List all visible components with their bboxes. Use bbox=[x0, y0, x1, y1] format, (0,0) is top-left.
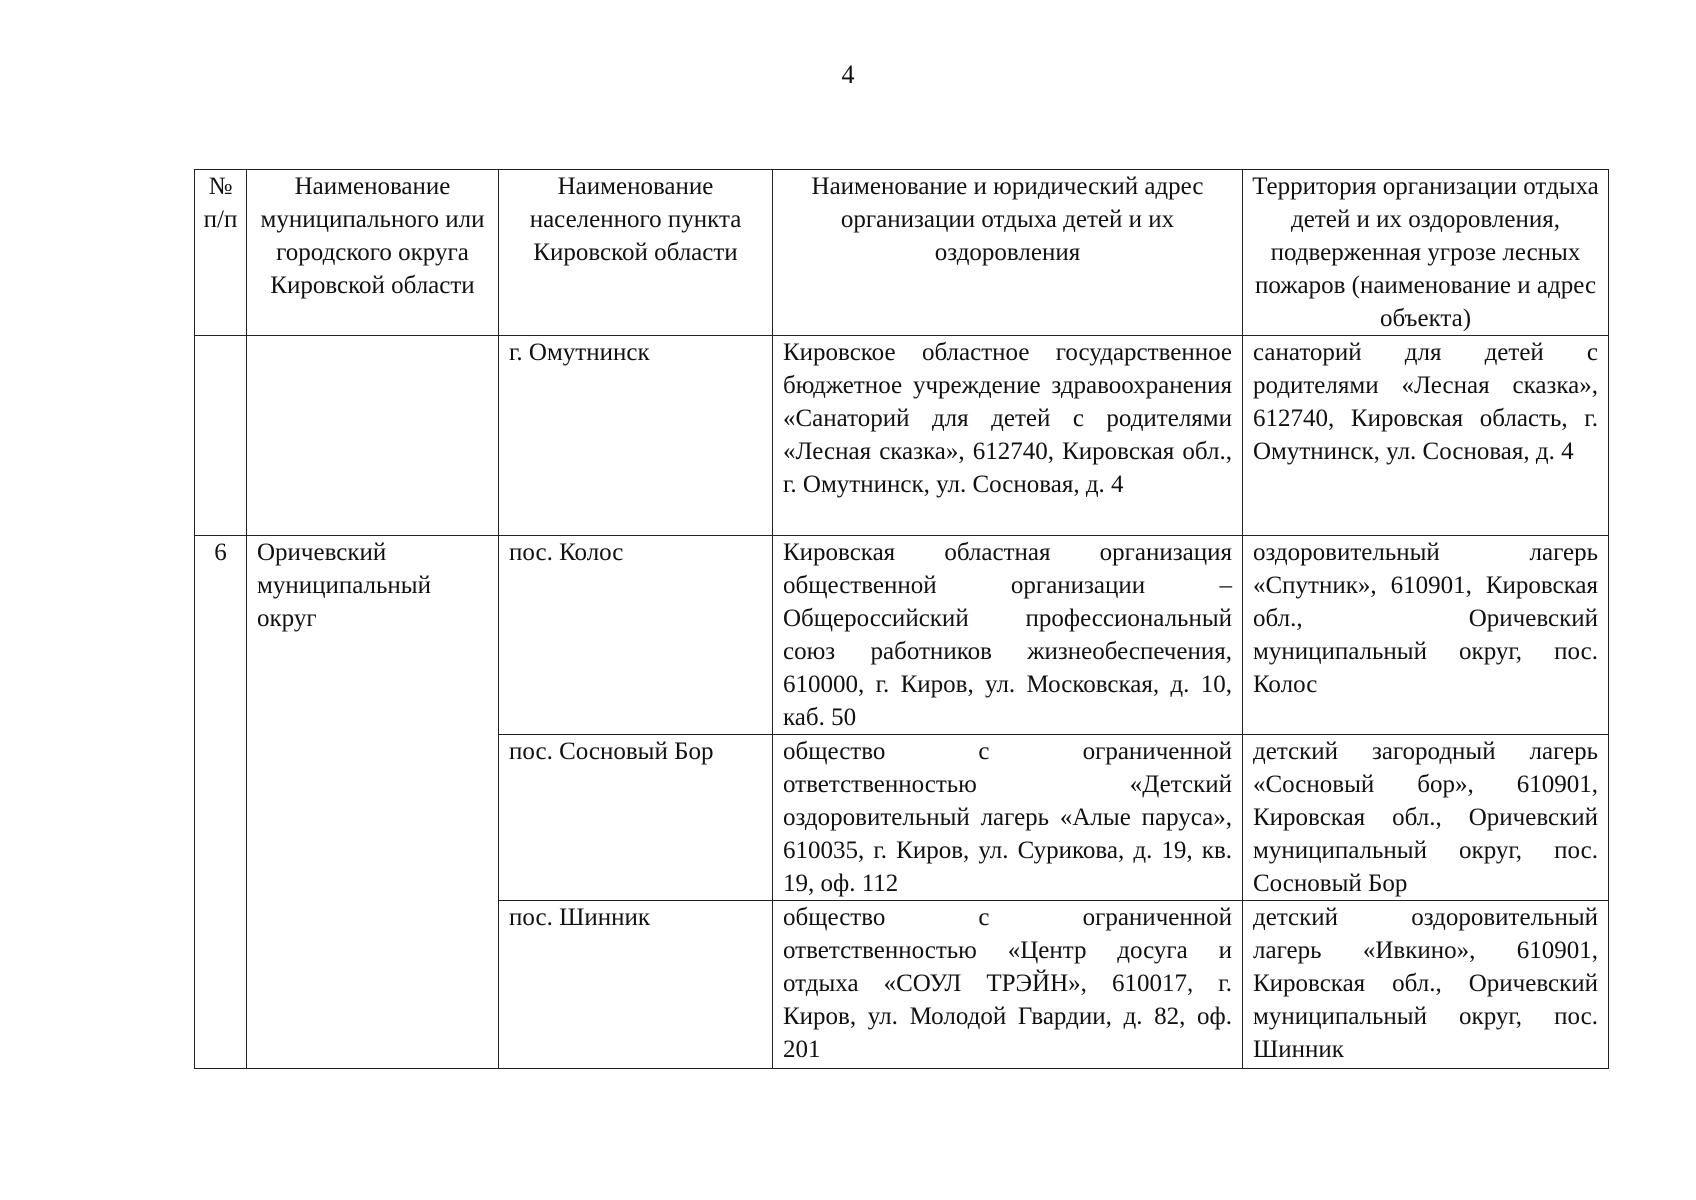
table-header-row bbox=[195, 170, 1609, 336]
row-settlement: пос. Сосновый Бор bbox=[499, 735, 773, 901]
row-territory: детский загородный лагерь «Сосновый бор», 610901, Кировская обл., Оричевский муниципальный округ, пос. Сосновый Бор bbox=[1243, 735, 1609, 901]
row-organization: общество с ограниченной ответственностью «Центр досуга и отдыха «СОУЛ ТРЭЙН», 610017, г. Киров, ул. Молодой Гвардии, д. 82, оф. 201 bbox=[773, 901, 1243, 1069]
row-organization: Кировское областное государственное бюджетное учреждение здравоохранения «Санаторий для детей с родителями «Лесная сказка», 612740, Кировская обл., г. Омутнинск, ул. Сосновая, д. 4 bbox=[773, 336, 1243, 536]
header-num: № п/п bbox=[195, 170, 247, 336]
page-number: 4 bbox=[841, 60, 855, 89]
row-settlement: пос. Колос bbox=[499, 536, 773, 735]
row-num bbox=[195, 336, 247, 536]
row-territory: санаторий для детей с родителями «Лесная сказка», 612740, Кировская область, г. Омутнинск, ул. Сосновая, д. 4 bbox=[1243, 336, 1609, 536]
row-territory: детский оздоровительный лагерь «Ивкино», 610901, Кировская обл., Оричевский муниципальный округ, пос. Шинник bbox=[1243, 901, 1609, 1069]
row-settlement: пос. Шинник bbox=[499, 901, 773, 1069]
organizations-table bbox=[194, 169, 1609, 1069]
row-organization: Кировская областная организация общественной организации – Общероссийский профессиональный союз работников жизнеобеспечения, 610000, г. Киров, ул. Московская, д. 10, каб. 50 bbox=[773, 536, 1243, 735]
row-organization: общество с ограниченной ответственностью «Детский оздоровительный лагерь «Алые паруса», 610035, г. Киров, ул. Сурикова, д. 19, кв. 19, оф. 112 bbox=[773, 735, 1243, 901]
header-territory: Территория организации отдыха детей и их оздоровления, подверженная угрозе лесных пожаров (наименование и адрес объекта) bbox=[1243, 170, 1609, 336]
header-organization: Наименование и юридический адрес организации отдыха детей и их оздоровления bbox=[773, 170, 1243, 336]
row-settlement: г. Омутнинск bbox=[499, 336, 773, 536]
header-settlement: Наименование населенного пункта Кировской области bbox=[499, 170, 773, 336]
header-municipality: Наименование муниципального или городского округа Кировской области bbox=[247, 170, 499, 336]
row-territory: оздоровительный лагерь «Спутник», 610901, Кировская обл., Оричевский муниципальный округ, пос. Колос bbox=[1243, 536, 1609, 735]
row-num: 6 bbox=[195, 536, 247, 1069]
row-municipality: Оричевский муниципальный округ bbox=[247, 536, 499, 1069]
table-row bbox=[195, 336, 1609, 536]
table-row bbox=[195, 536, 1609, 735]
row-municipality bbox=[247, 336, 499, 536]
